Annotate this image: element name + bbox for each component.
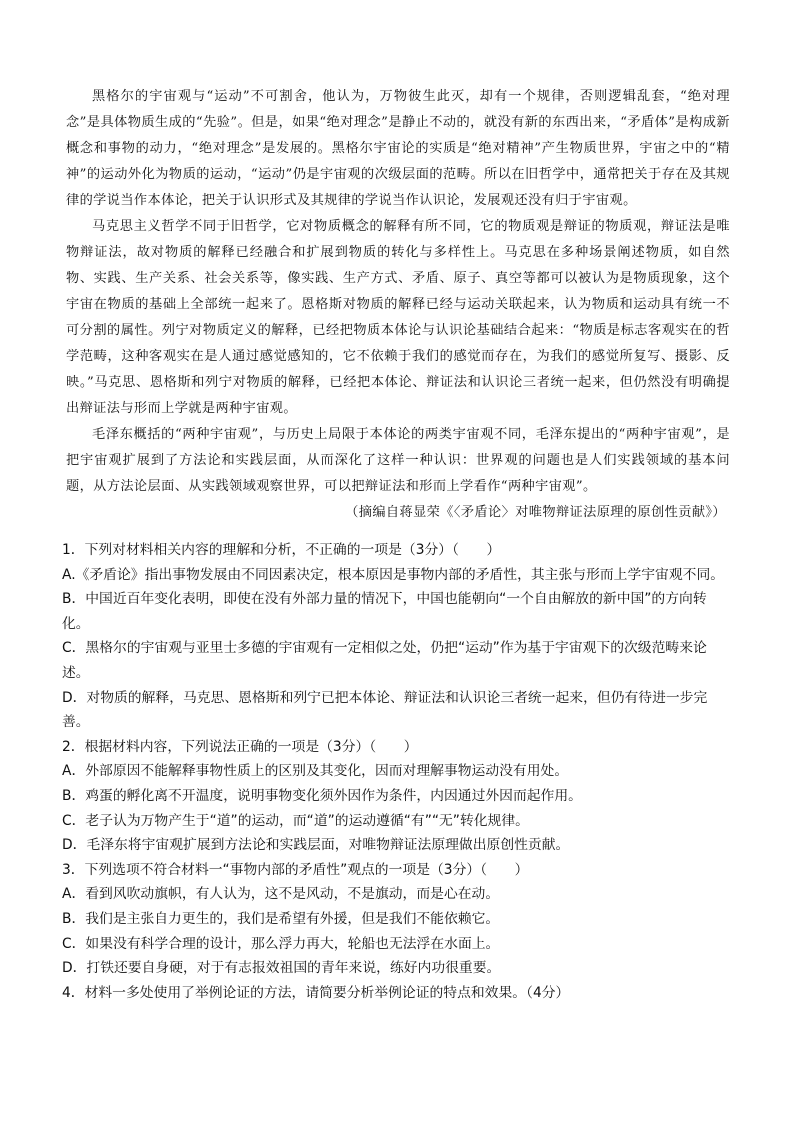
question-3-option-d: D．打铁还要自身硬，对于有志报效祖国的青年来说，练好内功很重要。: [62, 960, 501, 977]
question-2-option-c: C．老子认为万物产生于“道”的运动，而“道”的运动遵循“有”“无”转化规律。: [62, 812, 529, 829]
passage-paragraph-1: 黑格尔的宇宙观与“运动”不可割舍，他认为，万物彼生此灭，却有一个规律，否则逻辑乱套，“绝对理念”是具体物质生成的“先验”。但是，如果“绝对理念”是静止不动的，就没有新的东西出来，“矛盾体”是构成新概念和事物的动力，“绝对理念”是发展的。黑格尔宇宙论的实质是“绝对精神”产生物质世界，宇宙之中的“精神”的运动外化为物质的运动，“运动”仍是宇宙观的次级层面的范畴。所以在旧哲学中，通常把关于存在及其规律的学说当作本体论，把关于认识形式及其规律的学说当作认识论，发展观还没有归于宇宙观。: [66, 89, 730, 208]
passage-paragraph-2: 马克思主义哲学不同于旧哲学，它对物质概念的解释有所不同，它的物质观是辩证的物质观，辩证法是唯物辩证法，故对物质的解释已经融合和扩展到物质的转化与多样性上。马克思在多种场景阐述物质，如自然物、实践、生产关系、社会关系等，像实践、生产方式、矛盾、原子、真空等都可以被认为是物质现象，这个宇宙在物质的基础上全部统一起来了。恩格斯对物质的解释已经与运动关联起来，认为物质和运动具有统一不可分割的属性。列宁对物质定义的解释，已经把物质本体论与认识论基础结合起来：“物质是标志客观实在的哲学范畴，这种客观实在是人通过感觉感知的，它不依赖于我们的感觉而存在，为我们的感觉所复写、摄影、反映。”马克思、恩格斯和列宁对物质的解释，已经把本体论、辩证法和认识论三者统一起来，但仍然没有明确提出辩证法与形而上学就是两种宇宙观。: [66, 219, 730, 416]
question-3-option-c: C．如果没有科学合理的设计，那么浮力再大，轮船也无法浮在水面上。: [62, 935, 500, 952]
reading-passage: [66, 84, 730, 526]
question-1-option-b: B．中国近百年变化表明，即使在没有外部力量的情况下，中国也能朝向“一个自由解放的新中国”的方向转化。: [62, 591, 707, 632]
question-1-stem: 1．下列对材料相关内容的理解和分析，不正确的一项是（3分）（ ）: [62, 542, 501, 558]
question-1-option-c: C．黑格尔的宇宙观与亚里士多德的宇宙观有一定相似之处，仍把“运动”作为基于宇宙观下的次级范畴来论述。: [62, 640, 707, 681]
passage-paragraph-3: 毛泽东概括的“两种宇宙观”，与历史上局限于本体论的两类宇宙观不同，毛泽东提出的“两种宇宙观”，是把宇宙观扩展到了方法论和实践层面，从而深化了这样一种认识：世界观的问题也是人们实践领域的基本问题，从方法论层面、从实践领域观察世界，可以把辩证法和形而上学看作“两种宇宙观”。: [66, 427, 730, 494]
question-4-stem: 4．材料一多处使用了举例论证的方法，请简要分析举例论证的特点和效果。（4分）: [62, 984, 570, 1001]
question-3-option-b: B．我们是主张自力更生的，我们是希望有外援，但是我们不能依赖它。: [62, 910, 500, 927]
question-3-stem: 3．下列选项不符合材料一“事物内部的矛盾性”观点的一项是（3分）（ ）: [62, 861, 529, 878]
question-1-option-d: D．对物质的解释，马克思、恩格斯和列宁已把本体论、辩证法和认识论三者统一起来，但仍有待进一步完善。: [62, 689, 708, 731]
question-section: [62, 538, 730, 1005]
question-2-option-d: D．毛泽东将宇宙观扩展到方法论和实践层面，对唯物辩证法原理做出原创性贡献。: [62, 837, 570, 854]
question-3-option-a: A．看到风吹动旗帜，有人认为，这不是风动，不是旗动，而是心在动。: [62, 886, 500, 903]
passage-source: （摘编自蒋显荣《〈矛盾论〉对唯物辩证法原理的原创性贡献》）: [345, 505, 726, 520]
question-2-stem: 2．根据材料内容，下列说法正确的一项是（3分）（ ）: [62, 738, 418, 755]
question-1-option-a: A.《矛盾论》指出事物发展由不同因素决定，根本原因是事物内部的矛盾性，其主张与形而上学宇宙观不同。: [62, 566, 725, 583]
question-2-option-b: B．鸡蛋的孵化离不开温度，说明事物变化须外因作为条件，内因通过外因而起作用。: [62, 787, 582, 804]
question-2-option-a: A．外部原因不能解释事物性质上的区别及其变化，因而对理解事物运动没有用处。: [62, 763, 569, 780]
